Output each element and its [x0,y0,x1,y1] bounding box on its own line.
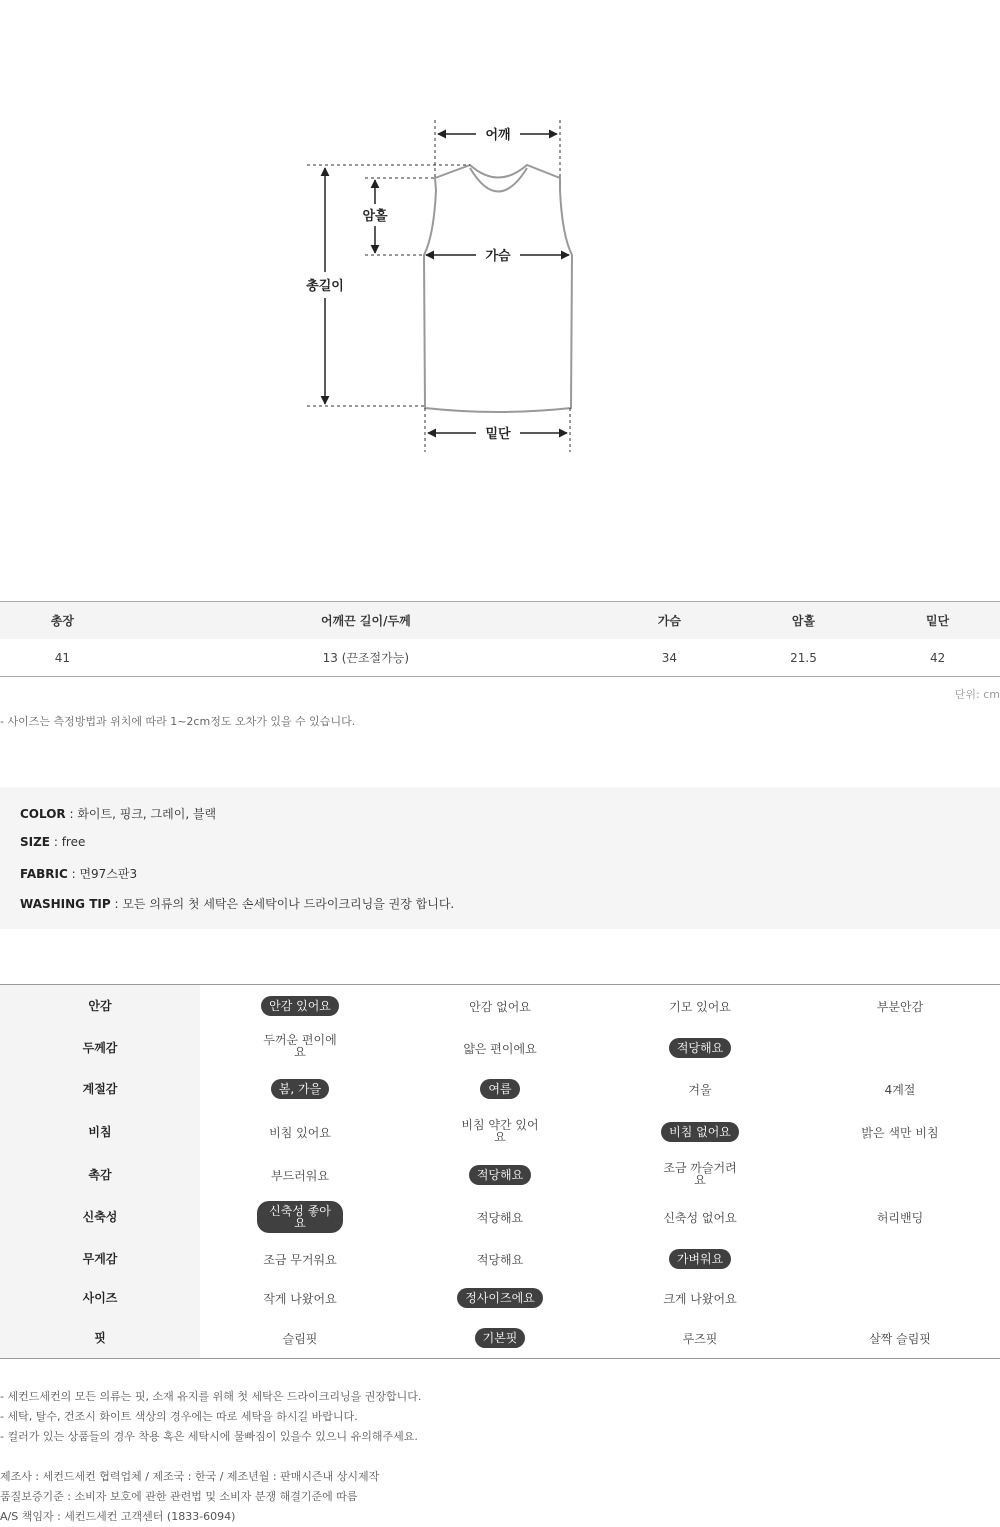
attribute-option-cell [200,985,400,1027]
color-value: : 화이트, 핑크, 그레이, 블랙 [65,807,217,821]
attribute-name: 신축성 [0,1195,200,1239]
selected-option-badge: 적당해요 [669,1038,731,1058]
attribute-option-cell [600,1195,800,1239]
option-text: 크게 나왔어요 [663,1292,737,1306]
attribute-option-cell [800,1239,1000,1279]
option-text: 루즈핏 [682,1331,718,1346]
size-header-total-length: 총장 [0,602,125,640]
as-contact-info: A/S 책임자 : 세컨드세컨 고객센터 (1833-6094) [0,1510,236,1523]
selected-option-badge: 비침 없어요 [661,1122,739,1142]
attribute-option-cell [800,1195,1000,1239]
size-label: SIZE [20,835,51,849]
attribute-option-cell [400,1279,600,1317]
color-label: COLOR [20,807,66,821]
attribute-row [0,1155,1000,1195]
option-text: 비침 약간 있어요 [461,1117,539,1144]
attribute-row [0,1027,1000,1068]
washing-value: : 모든 의류의 첫 세탁은 손세탁이나 드라이크리닝을 권장 합니다. [110,897,455,911]
size-table-header-row [0,602,1000,640]
selected-option-badge: 신축성 좋아요 [257,1201,343,1233]
size-value: : free [50,835,86,849]
size-value-hem: 42 [875,639,1000,677]
selected-option-badge: 적당해요 [469,1165,531,1185]
option-text: 허리밴딩 [876,1211,924,1225]
attribute-row [0,1068,1000,1109]
attribute-option-cell [800,985,1000,1027]
attribute-option-cell [600,1279,800,1317]
size-value-strap: 13 (끈조절가능) [125,639,607,677]
attribute-name: 비침 [0,1109,200,1155]
attribute-option-cell [400,1068,600,1109]
attribute-option-cell [200,1195,400,1239]
care-note-3: - 컬러가 있는 상품들의 경우 착용 혹은 세탁시에 물빠짐이 있을수 있으니 유의해주세요. [0,1430,418,1443]
care-note-2: - 세탁, 탈수, 건조시 화이트 색상의 경우에는 따로 세탁을 하시길 바랍니다. [0,1410,358,1423]
attribute-name: 안감 [0,985,200,1027]
size-note: - 사이즈는 측정방법과 위치에 따라 1~2cm정도 오차가 있을 수 있습니다. [0,715,356,728]
option-text: 두꺼운 편이에요 [263,1033,337,1059]
attribute-name: 두께감 [0,1027,200,1068]
attribute-option-cell [400,1195,600,1239]
selected-option-badge: 가벼워요 [669,1249,731,1269]
option-text: 4계절 [884,1082,916,1097]
attribute-option-cell [600,1317,800,1359]
attribute-option-cell [400,1027,600,1068]
selected-option-badge: 기본핏 [475,1328,526,1348]
attribute-option-cell [800,1279,1000,1317]
attribute-option-cell [800,1027,1000,1068]
option-text: 기모 있어요 [669,1000,731,1015]
option-text: 조금 무거워요 [263,1253,337,1267]
size-value-total-length: 41 [0,639,125,677]
attribute-option-cell [800,1155,1000,1195]
attribute-option-cell [200,1155,400,1195]
attribute-row [0,985,1000,1027]
selected-option-badge: 안감 있어요 [261,996,339,1016]
attribute-option-cell [400,1239,600,1279]
attribute-option-cell [600,1239,800,1279]
attribute-option-cell [200,1239,400,1279]
attribute-option-cell [200,1027,400,1068]
option-text: 신축성 없어요 [663,1211,737,1225]
size-info [20,835,85,849]
attribute-option-cell [600,1068,800,1109]
size-header-strap: 어깨끈 길이/두께 [125,602,607,640]
option-text: 얇은 편이에요 [463,1041,537,1056]
attribute-option-cell [200,1317,400,1359]
size-header-chest: 가슴 [607,602,732,640]
attribute-option-cell [200,1109,400,1155]
color-info [20,805,216,822]
product-attributes-table [0,984,1000,1359]
attribute-option-cell [600,1155,800,1195]
attribute-option-cell [400,1109,600,1155]
attribute-option-cell [600,985,800,1027]
attribute-name: 무게감 [0,1239,200,1279]
option-text: 작게 나왔어요 [263,1292,337,1306]
size-table-value-row [0,639,1000,677]
attribute-name: 사이즈 [0,1279,200,1317]
attribute-option-cell [400,1317,600,1359]
attribute-row [0,1239,1000,1279]
size-header-hem: 밑단 [875,602,1000,640]
product-info-box [0,787,1000,929]
option-text: 부분안감 [876,1000,924,1015]
fabric-info [20,865,137,882]
attribute-option-cell [800,1068,1000,1109]
attribute-name: 계절감 [0,1068,200,1109]
garment-measurement-diagram [0,0,1000,560]
attribute-option-cell [200,1279,400,1317]
quality-guarantee-info: 품질보증기준 : 소비자 보호에 관한 관련법 및 소비자 분쟁 해결기준에 따름 [0,1490,358,1503]
size-header-armhole: 암홀 [732,602,876,640]
size-value-armhole: 21.5 [732,639,876,677]
fabric-value: : 면97스판3 [67,867,138,881]
attribute-row [0,1109,1000,1155]
attribute-row [0,1317,1000,1359]
total-length-label: 총길이 [306,279,344,294]
option-text: 밝은 색만 비침 [861,1126,939,1140]
care-note-1: - 세컨드세컨의 모든 의류는 핏, 소재 유지를 위해 첫 세탁은 드라이크리닝을 권장합니다. [0,1390,422,1403]
selected-option-badge: 봄, 가을 [271,1079,329,1099]
sleeveless-top-outline [424,165,572,412]
hem-label: 밑단 [485,427,511,442]
attribute-option-cell [200,1068,400,1109]
option-text: 적당해요 [476,1253,524,1267]
option-text: 부드러워요 [271,1169,329,1183]
attribute-option-cell [800,1317,1000,1359]
unit-label: 단위: cm [954,688,1000,701]
attribute-name: 촉감 [0,1155,200,1195]
attribute-option-cell [800,1109,1000,1155]
attribute-option-cell [600,1109,800,1155]
armhole-label: 암홀 [362,209,388,224]
attribute-option-cell [600,1027,800,1068]
option-text: 슬림핏 [282,1331,318,1346]
option-text: 안감 없어요 [469,1000,531,1015]
option-text: 살짝 슬림핏 [869,1331,931,1346]
option-text: 비침 있어요 [269,1126,331,1140]
attribute-option-cell [400,1155,600,1195]
option-text: 적당해요 [476,1211,524,1225]
size-table [0,601,1000,677]
selected-option-badge: 정사이즈에요 [457,1288,543,1308]
attribute-row [0,1195,1000,1239]
option-text: 겨울 [688,1082,712,1097]
option-text: 조금 까슬거려요 [663,1160,737,1187]
manufacturer-info: 제조사 : 세컨드세컨 협력업체 / 제조국 : 한국 / 제조년월 : 판매시즌내 상시제작 [0,1470,380,1483]
chest-label: 가슴 [485,249,511,264]
attribute-row [0,1279,1000,1317]
washing-label: WASHING TIP [20,897,111,911]
attribute-name: 핏 [0,1317,200,1359]
attribute-option-cell [400,985,600,1027]
fabric-label: FABRIC [20,867,68,881]
size-value-chest: 34 [607,639,732,677]
shoulder-label: 어깨 [485,128,511,143]
selected-option-badge: 여름 [480,1079,519,1099]
washing-info [20,895,454,912]
